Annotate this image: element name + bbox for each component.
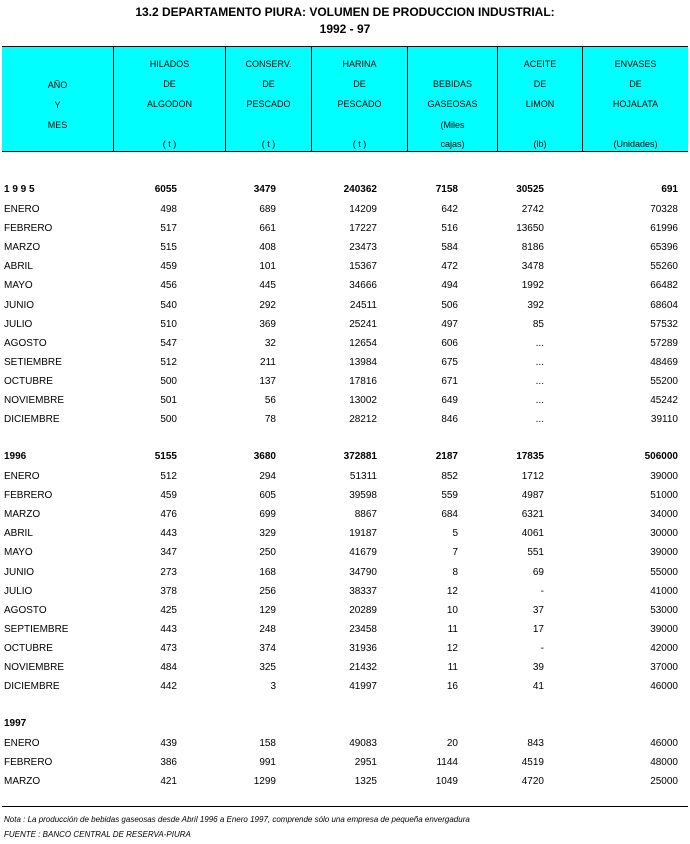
table-cell: 34666 xyxy=(349,280,377,292)
table-cell: 516 xyxy=(441,223,458,235)
table-cell: 498 xyxy=(160,204,177,215)
table-cell: 7158 xyxy=(435,184,458,195)
table-cell: 547 xyxy=(160,337,177,349)
table-cell: 8186 xyxy=(521,242,544,254)
row-label: OCTUBRE xyxy=(4,642,53,654)
row-label: 1997 xyxy=(4,718,27,729)
table-cell: 20289 xyxy=(349,604,377,616)
header-col-envases xyxy=(582,47,688,151)
header-col-hilados xyxy=(113,47,225,151)
table-row xyxy=(0,526,690,542)
table-cell: 497 xyxy=(441,318,458,330)
table-cell: 23473 xyxy=(349,242,377,254)
table-cell: 684 xyxy=(441,509,458,521)
table-cell: 240362 xyxy=(343,184,377,195)
table-cell: 459 xyxy=(160,261,177,273)
table-cell: 41 xyxy=(532,681,544,693)
row-label: NOVIEMBRE xyxy=(4,662,65,673)
table-cell: 675 xyxy=(441,356,458,368)
header-text: ACEITE xyxy=(523,59,557,69)
table-cell: 484 xyxy=(160,662,177,673)
header-text: AÑO xyxy=(47,80,68,90)
table-cell: 517 xyxy=(160,223,177,235)
row-label: ENERO xyxy=(4,471,40,482)
table-row xyxy=(0,641,690,657)
table-cell: 21432 xyxy=(349,662,377,673)
row-label: DICIEMBRE xyxy=(4,681,60,693)
header-col-bebidas xyxy=(407,47,497,151)
row-label: 1996 xyxy=(4,451,27,462)
table-cell: 443 xyxy=(160,528,177,540)
table-row xyxy=(0,317,690,333)
row-label: FEBRERO xyxy=(4,490,53,502)
table-cell: 473 xyxy=(160,642,177,654)
table-cell: 699 xyxy=(259,509,276,521)
table-cell: 500 xyxy=(160,375,177,387)
table-cell: 494 xyxy=(441,280,458,292)
row-label: FEBRERO xyxy=(4,757,53,768)
table-cell: 256 xyxy=(259,585,276,597)
header-text: MES xyxy=(47,120,68,130)
header-text: HILADOS xyxy=(149,59,190,69)
header-text: Y xyxy=(54,100,61,110)
table-cell: 445 xyxy=(259,280,276,292)
table-cell: 85 xyxy=(532,318,544,330)
table-cell: 55260 xyxy=(650,261,678,273)
table-row xyxy=(0,545,690,561)
table-cell: 6055 xyxy=(154,184,177,195)
table-cell: 691 xyxy=(661,184,678,195)
row-label: JULIO xyxy=(4,318,33,330)
table-cell: 456 xyxy=(160,280,177,292)
table-cell: 512 xyxy=(160,356,177,368)
row-label: JUNIO xyxy=(4,299,34,311)
table-row-year-total xyxy=(0,182,690,198)
table-cell: 13002 xyxy=(349,395,377,406)
header-unit: ( t ) xyxy=(261,139,276,149)
row-label: NOVIEMBRE xyxy=(4,395,65,406)
row-label: ABRIL xyxy=(4,261,33,273)
table-cell: 46000 xyxy=(650,738,678,749)
table-row xyxy=(0,412,690,428)
table-cell: 6321 xyxy=(521,509,544,521)
table-cell: 55200 xyxy=(650,375,678,387)
table-cell: 51000 xyxy=(650,490,678,502)
table-cell: 39110 xyxy=(650,414,678,426)
table-header xyxy=(2,46,688,152)
header-col-year-month xyxy=(2,47,113,151)
table-cell: 250 xyxy=(259,547,276,559)
row-label: SEPTIEMBRE xyxy=(4,623,69,635)
table-cell: 48000 xyxy=(650,757,678,768)
row-label: ENERO xyxy=(4,738,40,749)
table-cell: 515 xyxy=(160,242,177,254)
table-cell: 846 xyxy=(441,414,458,426)
table-cell: 408 xyxy=(259,242,276,254)
header-text: DE xyxy=(533,79,547,89)
table-cell: 1325 xyxy=(354,776,377,787)
table-cell: 5 xyxy=(452,528,458,540)
table-cell: ... xyxy=(535,375,544,387)
header-text: DE xyxy=(262,79,275,89)
row-label: MARZO xyxy=(4,776,41,787)
table-cell: 11 xyxy=(447,623,458,635)
table-cell: 34000 xyxy=(650,509,678,521)
table-cell: 386 xyxy=(160,757,177,768)
table-cell: 506 xyxy=(441,299,458,311)
table-row xyxy=(0,298,690,314)
header-text: ENVASES xyxy=(614,59,657,69)
table-cell: 852 xyxy=(441,471,458,482)
table-cell: 39000 xyxy=(650,471,678,482)
table-cell: 292 xyxy=(259,299,276,311)
table-row xyxy=(0,584,690,600)
table-cell: 442 xyxy=(160,681,177,693)
footnote: Nota : La producción de bebidas gaseosas desde Abril 1996 a Enero 1997, comprende sólo una empresa de pequeña envergadura xyxy=(4,815,470,824)
header-unit: (lb) xyxy=(533,139,547,149)
table-row xyxy=(0,202,690,218)
table-title: 13.2 DEPARTAMENTO PIURA: VOLUMEN DE PRODUCCION INDUSTRIAL: xyxy=(135,5,555,19)
table-cell: 13650 xyxy=(516,223,544,235)
table-cell: 5155 xyxy=(154,451,177,462)
header-text: HARINA xyxy=(342,59,377,69)
table-cell: 25000 xyxy=(650,776,678,787)
header-text: PESCADO xyxy=(246,99,291,109)
table-cell: 506000 xyxy=(644,451,678,462)
table-cell: 1299 xyxy=(253,776,276,787)
table-cell: 8867 xyxy=(354,509,377,521)
table-cell: 605 xyxy=(259,490,276,502)
table-cell: 12 xyxy=(446,585,458,597)
table-cell: 15367 xyxy=(349,261,377,273)
table-cell: 4519 xyxy=(521,757,544,768)
table-cell: 7 xyxy=(452,547,458,559)
table-cell: 472 xyxy=(441,261,458,273)
table-row xyxy=(0,221,690,237)
table-cell: 39598 xyxy=(349,490,377,502)
table-cell: 4720 xyxy=(521,776,544,787)
table-cell: 4987 xyxy=(521,490,544,502)
header-text: LIMON xyxy=(525,99,555,109)
table-cell: 671 xyxy=(441,375,458,387)
table-cell: 2742 xyxy=(521,204,544,215)
row-label: DICIEMBRE xyxy=(4,414,60,426)
table-cell: 325 xyxy=(259,662,276,673)
table-cell: 70328 xyxy=(650,204,678,215)
table-cell: 56 xyxy=(264,395,276,406)
table-cell: 57289 xyxy=(650,337,678,349)
table-cell: ... xyxy=(535,356,544,368)
table-row xyxy=(0,755,690,771)
table-cell: 689 xyxy=(259,204,276,215)
header-text: DE xyxy=(163,79,176,89)
table-row xyxy=(0,469,690,485)
table-row xyxy=(0,355,690,371)
table-cell: 10 xyxy=(446,604,458,616)
table-cell: 642 xyxy=(441,204,458,215)
table-cell: 4061 xyxy=(521,528,544,540)
table-row xyxy=(0,488,690,504)
table-cell: 1712 xyxy=(521,471,544,482)
table-cell: 2951 xyxy=(354,757,377,768)
table-cell: 61996 xyxy=(650,223,678,235)
table-cell: 661 xyxy=(259,223,276,235)
table-cell: ... xyxy=(535,337,544,349)
header-text: ALGODON xyxy=(146,99,192,109)
table-cell: 17227 xyxy=(349,223,377,235)
header-text: DE xyxy=(353,79,366,89)
row-label: MARZO xyxy=(4,509,41,521)
table-cell: 30525 xyxy=(516,184,544,195)
row-label: AGOSTO xyxy=(4,604,47,616)
table-cell: 20 xyxy=(446,738,458,749)
table-cell: 34790 xyxy=(349,566,377,578)
table-cell: 392 xyxy=(527,299,544,311)
table-cell: 991 xyxy=(259,757,276,768)
row-label: SETIEMBRE xyxy=(4,356,62,368)
table-cell: 28212 xyxy=(349,414,377,426)
table-row-year-total xyxy=(0,716,690,732)
table-cell: 476 xyxy=(160,509,177,521)
source-note: FUENTE : BANCO CENTRAL DE RESERVA-PIURA xyxy=(4,830,191,839)
table-cell: 606 xyxy=(441,337,458,349)
table-row xyxy=(0,679,690,695)
table-cell: 3478 xyxy=(521,261,544,273)
table-cell: 158 xyxy=(259,738,276,749)
table-row xyxy=(0,736,690,752)
table-row xyxy=(0,622,690,638)
row-label: JUNIO xyxy=(4,566,34,578)
table-cell: 51311 xyxy=(349,471,377,482)
table-cell: 3680 xyxy=(253,451,276,462)
row-label: OCTUBRE xyxy=(4,375,53,387)
table-cell: 16 xyxy=(446,681,458,693)
row-label: ABRIL xyxy=(4,528,33,540)
table-cell: 439 xyxy=(160,738,177,749)
table-cell: 49083 xyxy=(349,738,377,749)
header-unit: (Unidades) xyxy=(613,139,658,149)
table-cell: 3479 xyxy=(253,184,276,195)
table-cell: 1049 xyxy=(435,776,458,787)
table-cell: 39000 xyxy=(650,547,678,559)
header-unit: ( t ) xyxy=(162,139,177,149)
table-cell: 41000 xyxy=(650,585,678,597)
table-cell: 37 xyxy=(532,604,544,616)
table-cell: 329 xyxy=(259,528,276,540)
table-cell: ... xyxy=(535,395,544,406)
table-cell: 369 xyxy=(259,318,276,330)
table-cell: 843 xyxy=(527,738,544,749)
row-label: AGOSTO xyxy=(4,337,47,349)
table-cell: 31936 xyxy=(349,642,377,654)
table-cell: - xyxy=(540,642,544,654)
table-cell: 101 xyxy=(259,261,276,273)
table-row xyxy=(0,774,690,790)
table-cell: 559 xyxy=(441,490,458,502)
table-cell: 443 xyxy=(160,623,177,635)
row-label: ENERO xyxy=(4,204,40,215)
table-cell: 13984 xyxy=(349,356,377,368)
table-cell: 68604 xyxy=(650,299,678,311)
table-cell: 23458 xyxy=(349,623,377,635)
header-text: HOJALATA xyxy=(612,99,659,109)
header-unit: ( t ) xyxy=(352,139,367,149)
table-cell: 8 xyxy=(452,566,458,578)
table-row xyxy=(0,278,690,294)
header-text: PESCADO xyxy=(337,99,382,109)
row-label: 1 9 9 5 xyxy=(4,184,35,195)
table-cell: ... xyxy=(535,414,544,426)
table-cell: 649 xyxy=(441,395,458,406)
table-cell: 347 xyxy=(160,547,177,559)
header-text: CONSERV. xyxy=(245,59,292,69)
table-cell: 459 xyxy=(160,490,177,502)
table-row xyxy=(0,393,690,409)
table-cell: 501 xyxy=(160,395,177,406)
table-cell: 17 xyxy=(532,623,544,635)
row-label: MAYO xyxy=(4,547,33,559)
table-row xyxy=(0,374,690,390)
table-cell: 14209 xyxy=(349,204,377,215)
table-cell: 65396 xyxy=(650,242,678,254)
table-cell: 1992 xyxy=(521,280,544,292)
footer-divider xyxy=(2,806,688,807)
table-cell: 25241 xyxy=(349,318,377,330)
table-cell: 46000 xyxy=(650,681,678,693)
table-cell: 69 xyxy=(532,566,544,578)
table-cell: 248 xyxy=(259,623,276,635)
table-row xyxy=(0,240,690,256)
header-text: BEBIDAS xyxy=(432,79,472,89)
table-cell: 12 xyxy=(446,642,458,654)
row-label: MAYO xyxy=(4,280,33,292)
table-cell: 584 xyxy=(441,242,458,254)
table-row xyxy=(0,336,690,352)
header-text: GASEOSAS xyxy=(427,99,478,109)
table-cell: 374 xyxy=(259,642,276,654)
table-cell: 372881 xyxy=(343,451,377,462)
table-cell: 3 xyxy=(270,681,276,693)
header-unit: cajas) xyxy=(440,139,465,149)
table-cell: 510 xyxy=(160,318,177,330)
row-label: FEBRERO xyxy=(4,223,53,235)
header-text: DE xyxy=(629,79,642,89)
table-cell: 19187 xyxy=(349,528,377,540)
table-cell: 1144 xyxy=(436,757,458,768)
table-cell: 39 xyxy=(532,662,544,673)
table-cell: 168 xyxy=(259,566,276,578)
row-label: MARZO xyxy=(4,242,41,254)
table-cell: 211 xyxy=(260,356,276,368)
table-cell: 55000 xyxy=(650,566,678,578)
table-cell: 42000 xyxy=(650,642,678,654)
header-col-harina xyxy=(311,47,407,151)
table-row-year-total xyxy=(0,449,690,465)
table-cell: 32 xyxy=(264,337,276,349)
table-cell: 129 xyxy=(259,604,276,616)
table-cell: 425 xyxy=(160,604,177,616)
table-row xyxy=(0,660,690,676)
table-cell: 37000 xyxy=(650,662,678,673)
row-label: JULIO xyxy=(4,585,33,597)
table-cell: 2187 xyxy=(435,451,458,462)
table-cell: 66482 xyxy=(650,280,678,292)
table-cell: 17816 xyxy=(349,375,377,387)
table-cell: 30000 xyxy=(650,528,678,540)
table-cell: 540 xyxy=(160,299,177,311)
table-cell: 39000 xyxy=(650,623,678,635)
table-row xyxy=(0,507,690,523)
table-subtitle-years: 1992 - 97 xyxy=(319,22,371,36)
table-row xyxy=(0,565,690,581)
table-cell: 551 xyxy=(527,547,544,559)
table-row xyxy=(0,259,690,275)
table-cell: 53000 xyxy=(650,604,678,616)
table-cell: 378 xyxy=(160,585,177,597)
table-cell: 41997 xyxy=(349,681,377,693)
table-cell: - xyxy=(540,585,544,597)
table-cell: 137 xyxy=(259,375,276,387)
header-unit: (Miles xyxy=(440,120,465,130)
table-cell: 38337 xyxy=(349,585,377,597)
table-cell: 48469 xyxy=(650,356,678,368)
table-cell: 45242 xyxy=(650,395,678,406)
table-cell: 78 xyxy=(264,414,276,426)
table-cell: 41679 xyxy=(349,547,377,559)
table-cell: 421 xyxy=(160,776,177,787)
header-col-aceite xyxy=(497,47,582,151)
header-col-conserv xyxy=(225,47,311,151)
table-cell: 17835 xyxy=(516,451,544,462)
table-cell: 273 xyxy=(160,566,177,578)
table-cell: 24511 xyxy=(349,299,377,311)
table-cell: 12654 xyxy=(349,337,377,349)
table-cell: 57532 xyxy=(650,318,678,330)
table-cell: 11 xyxy=(447,662,458,673)
table-cell: 294 xyxy=(259,471,276,482)
table-cell: 512 xyxy=(160,471,177,482)
table-row xyxy=(0,603,690,619)
table-cell: 500 xyxy=(160,414,177,426)
